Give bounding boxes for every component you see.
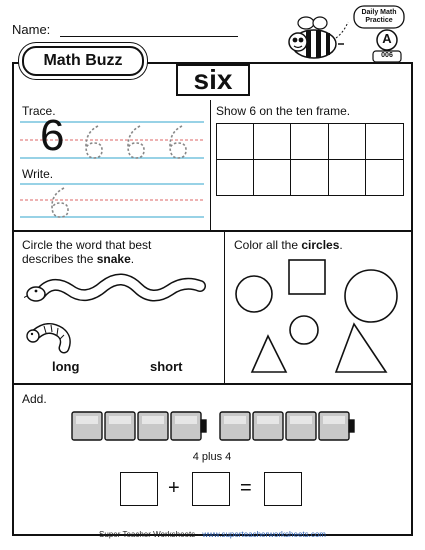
add-label: Add. (22, 392, 47, 406)
option-short[interactable]: short (150, 359, 183, 374)
shapes-prompt-keyword: circles (301, 238, 340, 252)
name-label: Name: (12, 22, 51, 37)
battery-blocks (70, 408, 358, 444)
name-field[interactable] (60, 36, 238, 37)
ten-frame-cell[interactable] (217, 160, 254, 196)
footer (0, 530, 425, 539)
bee-icon (282, 14, 352, 66)
divider (13, 383, 412, 385)
divider (224, 231, 225, 383)
snake-prompt (22, 238, 218, 266)
shapes-prompt-text: Color all the (234, 238, 302, 252)
triangle-shape[interactable] (252, 336, 286, 372)
snake-prompt-line-2 (22, 252, 218, 266)
long-snake-icon (24, 268, 220, 316)
snake-prompt-keyword: snake (96, 252, 131, 266)
equation-text: 4 plus 4 (192, 451, 232, 463)
square-shape[interactable] (289, 260, 325, 294)
plus-sign: + (168, 477, 180, 499)
shapes-area (226, 252, 412, 382)
worksheet-title: Math Buzz (22, 46, 144, 76)
badge-line-1: Daily Math (361, 9, 397, 16)
equals-sign: = (240, 477, 252, 499)
ten-frame-label: Show 6 on the ten frame. (216, 104, 351, 118)
ten-frame-cell[interactable] (329, 124, 366, 160)
shapes-prompt (234, 238, 343, 252)
badge-number: 006 (381, 52, 393, 59)
badge-title (354, 9, 404, 25)
trace-digit: 6 (40, 111, 65, 160)
write-lines[interactable] (20, 180, 204, 222)
ten-frame-cell[interactable] (217, 124, 254, 160)
ten-frame-cell[interactable] (254, 160, 291, 196)
addend-box-1[interactable] (120, 472, 158, 506)
ten-frame-cell[interactable] (291, 160, 328, 196)
ten-frame-cell[interactable] (329, 160, 366, 196)
trace-label: Trace. (22, 104, 56, 118)
footer-text: Super Teacher Worksheets - (99, 530, 203, 539)
number-word: six (176, 64, 250, 96)
divider (13, 230, 412, 232)
triangle-shape[interactable] (336, 324, 386, 372)
circle-shape[interactable] (345, 270, 397, 322)
ten-frame-cell[interactable] (366, 160, 403, 196)
footer-link[interactable]: www.superteacherworksheets.com (202, 530, 326, 539)
option-long[interactable]: long (52, 359, 80, 374)
ten-frame[interactable] (216, 123, 404, 196)
snake-prompt-text: describes the (22, 252, 97, 266)
ten-frame-cell[interactable] (254, 124, 291, 160)
circle-shape[interactable] (236, 276, 272, 312)
snake-prompt-period: . (130, 252, 135, 266)
shapes-prompt-period: . (339, 238, 343, 252)
ten-frame-cell[interactable] (291, 124, 328, 160)
badge-letter: A (382, 31, 392, 46)
write-label: Write. (22, 167, 54, 181)
addend-box-2[interactable] (192, 472, 230, 506)
divider (210, 100, 211, 230)
sum-box[interactable] (264, 472, 302, 506)
badge-line-2: Practice (365, 17, 393, 24)
circle-shape[interactable] (290, 316, 318, 344)
short-snake-icon (24, 320, 74, 354)
snake-prompt-line-1: Circle the word that best (22, 238, 152, 252)
ten-frame-cell[interactable] (366, 124, 403, 160)
